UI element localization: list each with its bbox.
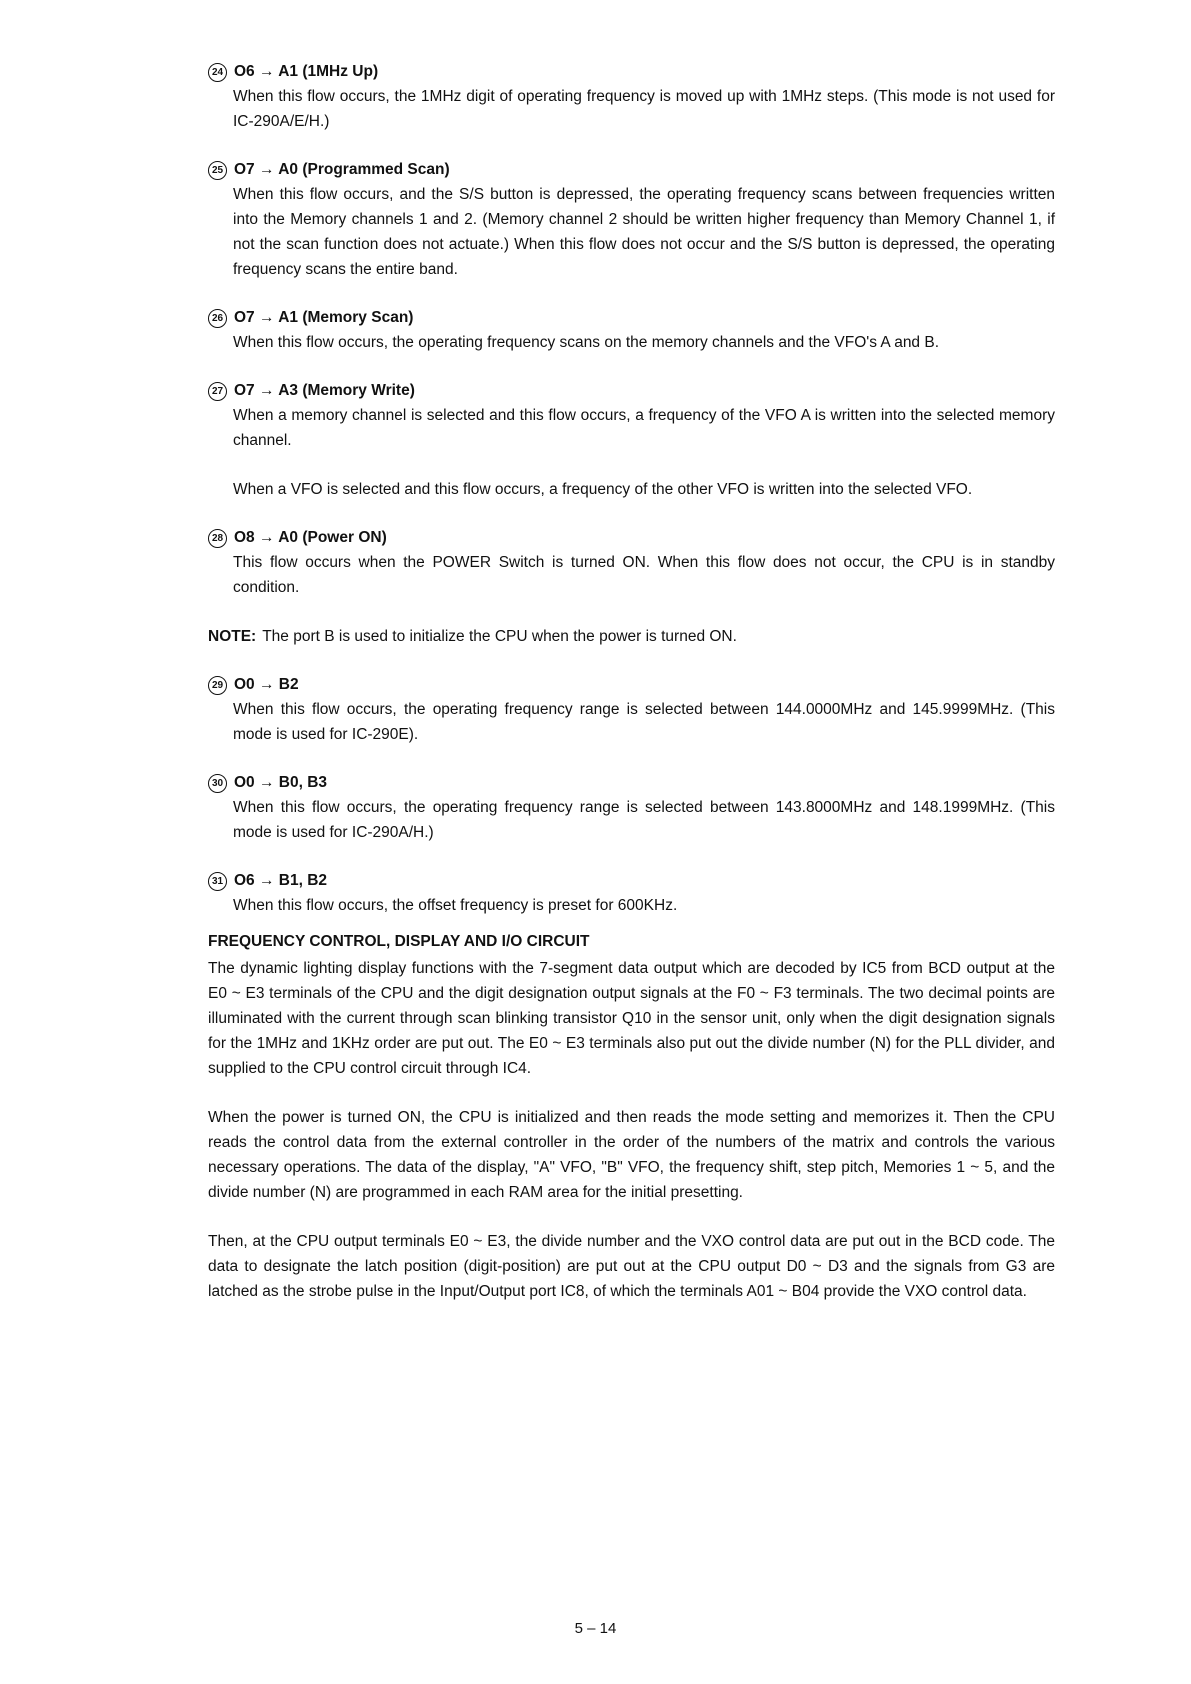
item-title: O7 → A3 (Memory Write) <box>234 382 415 399</box>
section-paragraph: Then, at the CPU output terminals E0 ~ E3, the divide number and the VXO control data are put out in the BCD code. The data to designate the latch position (digit-position) are put out at the CPU output D0 ~ D3 and the signals from G3 are latched as the strobe pulse in the Input/Output port IC8, of which the terminals A01 ~ B04 provide the VXO control data. <box>208 1233 1055 1300</box>
item-heading <box>208 673 1055 697</box>
flow-item-24 <box>208 60 1055 134</box>
item-body <box>208 182 1055 282</box>
flow-item-27 <box>208 379 1055 502</box>
item-text: When this flow occurs, the offset frequency is preset for 600KHz. <box>233 897 678 914</box>
item-title: O8 → A0 (Power ON) <box>234 529 387 546</box>
section-paragraph: When the power is turned ON, the CPU is initialized and then reads the mode setting and memorizes it. Then the CPU reads the control data from the external controller in the order of the numbers of the matrix and controls the various necessary operations. The data of the display, "A" VFO, "B" VFO, the frequency shift, step pitch, Memories 1 ~ 5, and the divide number (N) are programmed in each RAM area for the initial presetting. <box>208 1109 1055 1201</box>
item-title: O7 → A1 (Memory Scan) <box>234 309 414 326</box>
item-heading <box>208 869 1055 893</box>
item-heading <box>208 60 1055 84</box>
item-text: When this flow occurs, the operating frequency scans on the memory channels and the VFO's A and B. <box>233 334 940 351</box>
circled-number: 30 <box>208 774 227 793</box>
circled-number: 28 <box>208 529 227 548</box>
item-body <box>208 550 1055 600</box>
page-number: 5 – 14 <box>574 1620 617 1637</box>
section-paragraph: The dynamic lighting display functions with the 7-segment data output which are decoded by IC5 from BCD output at the E0 ~ E3 terminals of the CPU and the digit designation output signals at the F0 ~ F3 terminals. The two decimal points are illuminated with the current through scan blinking transistor Q10 in the sensor unit, only when the digit designation signals for the 1MHz and 1KHz order are put out. The E0 ~ E3 terminals also put out the divide number (N) for the PLL divider, and supplied to the CPU control circuit through IC4. <box>208 960 1055 1077</box>
flow-item-25 <box>208 158 1055 282</box>
item-text: When this flow occurs, the operating frequency range is selected between 144.0000MHz and 145.9999MHz. (This mode is used for IC-290E). <box>233 701 1055 743</box>
circled-number: 31 <box>208 872 227 891</box>
item-heading <box>208 379 1055 403</box>
flow-item-30 <box>208 771 1055 845</box>
item-body <box>208 697 1055 747</box>
item-text: When a VFO is selected and this flow occurs, a frequency of the other VFO is written into the selected VFO. <box>233 481 973 498</box>
item-text: When this flow occurs, the operating frequency range is selected between 143.8000MHz and 148.1999MHz. (This mode is used for IC-290A/H.) <box>233 799 1055 841</box>
item-title: O7 → A0 (Programmed Scan) <box>234 161 450 178</box>
item-body <box>208 795 1055 845</box>
flow-item-26 <box>208 306 1055 355</box>
circled-number: 27 <box>208 382 227 401</box>
item-text: This flow occurs when the POWER Switch is turned ON. When this flow does not occur, the CPU is in standby condition. <box>233 554 1055 596</box>
flow-item-29 <box>208 673 1055 747</box>
document-page <box>208 60 1055 1328</box>
section-title: FREQUENCY CONTROL, DISPLAY AND I/O CIRCUIT <box>208 933 590 950</box>
item-title: O6 → B1, B2 <box>234 872 328 889</box>
circled-number: 24 <box>208 63 227 82</box>
item-heading <box>208 306 1055 330</box>
item-body <box>208 893 1055 918</box>
item-title: O0 → B0, B3 <box>234 774 328 791</box>
item-heading <box>208 771 1055 795</box>
item-heading <box>208 158 1055 182</box>
note <box>208 624 1055 649</box>
circled-number: 29 <box>208 676 227 695</box>
item-text: When this flow occurs, and the S/S button is depressed, the operating frequency scans between frequencies written into the Memory channels 1 and 2. (Memory channel 2 should be written higher frequency than Memory Channel 1, if not the scan function does not actuate.) When this flow does not occur and the S/S button is depressed, the operating frequency scans the entire band. <box>233 186 1055 278</box>
note-label: NOTE: <box>208 628 257 645</box>
item-text: When this flow occurs, the 1MHz digit of operating frequency is moved up with 1MHz steps. (This mode is not used for IC-290A/E/H.) <box>233 88 1055 130</box>
item-body <box>208 403 1055 502</box>
circled-number: 25 <box>208 161 227 180</box>
flow-item-31 <box>208 869 1055 918</box>
flow-item-28 <box>208 526 1055 600</box>
note-text: The port B is used to initialize the CPU when the power is turned ON. <box>262 628 737 645</box>
circled-number: 26 <box>208 309 227 328</box>
item-body <box>208 330 1055 355</box>
item-heading <box>208 526 1055 550</box>
item-body <box>208 84 1055 134</box>
item-title: O6 → A1 (1MHz Up) <box>234 63 379 80</box>
item-text: When a memory channel is selected and this flow occurs, a frequency of the VFO A is written into the selected memory channel. <box>233 407 1055 449</box>
item-title: O0 → B2 <box>234 676 299 693</box>
